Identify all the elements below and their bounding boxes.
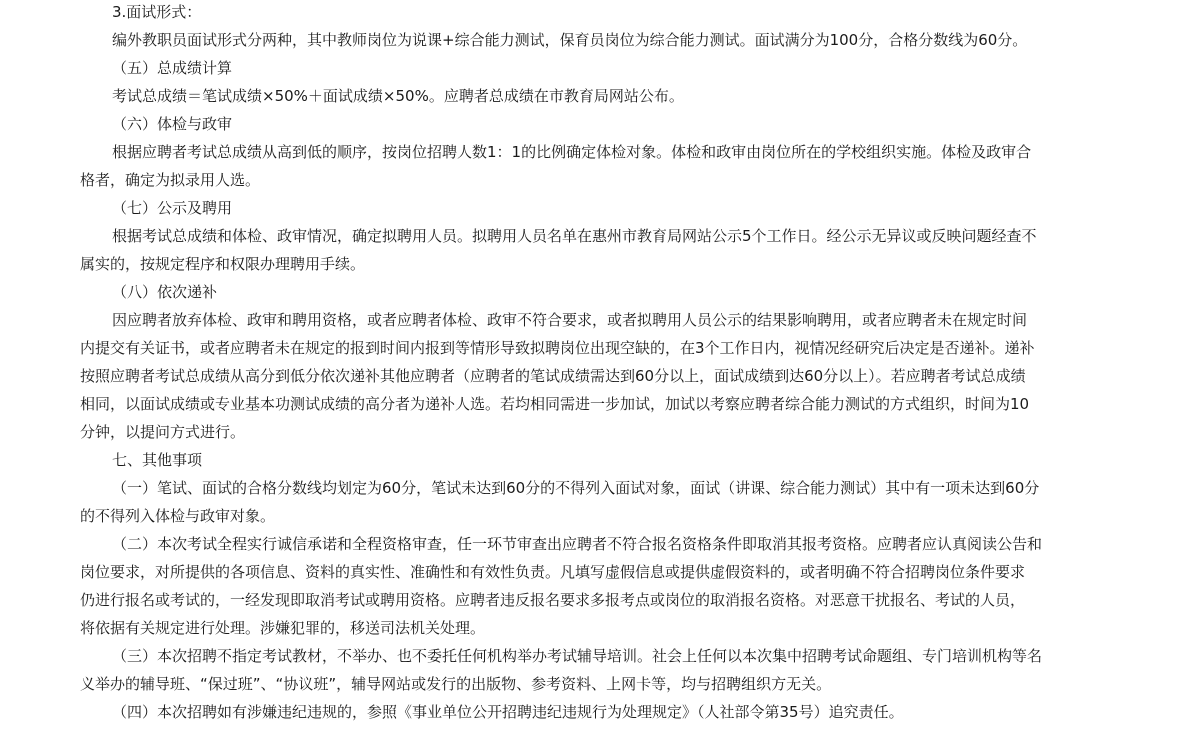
paragraph-text: 岗位要求，对所提供的各项信息、资料的真实性、准确性和有效性负责。凡填写虚假信息或提供虚假资料的，或者明确不符合招聘岗位条件要求 <box>80 563 1026 581</box>
paragraph-text: （三）本次招聘不指定考试教材，不举办、也不委托任何机构举办考试辅导培训。社会上任何以本次集中招聘考试命题组、专门培训机构等名 <box>112 647 1043 665</box>
paragraph-text: （二）本次考试全程实行诚信承诺和全程资格审查，任一环节审查出应聘者不符合报名资格条件即取消其报考资格。应聘者应认真阅读公告和 <box>112 535 1043 553</box>
paragraph-text: 属实的，按规定程序和权限办理聘用手续。 <box>80 255 366 273</box>
section-heading-publicity-hiring: （七）公示及聘用 <box>112 199 233 217</box>
paragraph-text: 义举办的辅导班、“保过班”、“协议班”，辅导网站或发行的出版物、参考资料、上网卡等，均与招聘组织方无关。 <box>80 675 832 693</box>
paragraph-text: （一）笔试、面试的合格分数线均划定为60分，笔试未达到60分的不得列入面试对象，面试（讲课、综合能力测试）其中有一项未达到60分 <box>112 479 1040 497</box>
paragraph-text: （四）本次招聘如有涉嫌违纪违规的，参照《事业单位公开招聘违纪违规行为处理规定》（人社部令第35号）追究责任。 <box>112 703 904 721</box>
paragraph-text: 分钟，以提问方式进行。 <box>80 423 246 441</box>
paragraph-text: 根据应聘者考试总成绩从高到低的顺序，按岗位招聘人数1：1的比例确定体检对象。体检和政审由岗位所在的学校组织实施。体检及政审合 <box>112 143 1032 161</box>
paragraph-text: 因应聘者放弃体检、政审和聘用资格，或者应聘者体检、政审不符合要求，或者拟聘用人员公示的结果影响聘用，或者应聘者未在规定时间 <box>112 311 1028 329</box>
paragraph-text: 的不得列入体检与政审对象。 <box>80 507 276 525</box>
section-heading-medical-political: （六）体检与政审 <box>112 115 233 133</box>
section-heading-other-matters: 七、其他事项 <box>112 451 203 469</box>
section-heading-total-score: （五）总成绩计算 <box>112 59 233 77</box>
paragraph-text: 根据考试总成绩和体检、政审情况，确定拟聘用人员。拟聘用人员名单在惠州市教育局网站公示5个工作日。经公示无异议或反映问题经查不 <box>112 227 1037 245</box>
paragraph-text: 编外教职员面试形式分两种，其中教师岗位为说课+综合能力测试，保育员岗位为综合能力测试。面试满分为100分，合格分数线为60分。 <box>112 31 1028 49</box>
paragraph-text: 考试总成绩＝笔试成绩×50%＋面试成绩×50%。应聘者总成绩在市教育局网站公布。 <box>112 87 684 105</box>
paragraph-text: 相同，以面试成绩或专业基本功测试成绩的高分者为递补人选。若均相同需进一步加试，加试以考察应聘者综合能力测试的方式组织，时间为10 <box>80 395 1030 413</box>
paragraph-text: 内提交有关证书，或者应聘者未在规定的报到时间内报到等情形导致拟聘岗位出现空缺的，在3个工作日内，视情况经研究后决定是否递补。递补 <box>80 339 1035 357</box>
paragraph-text: 格者，确定为拟录用人选。 <box>80 171 261 189</box>
heading-interview-format: 3.面试形式： <box>112 3 202 21</box>
paragraph-text: 仍进行报名或考试的，一经发现即取消考试或聘用资格。应聘者违反报名要求多报考点或岗位的取消报名资格。对恶意干扰报名、考试的人员， <box>80 591 1026 609</box>
paragraph-text: 按照应聘者考试总成绩从高分到低分依次递补其他应聘者（应聘者的笔试成绩需达到60分以上，面试成绩到达60分以上）。若应聘者考试总成绩 <box>80 367 1026 385</box>
paragraph-text: 将依据有关规定进行处理。涉嫌犯罪的，移送司法机关处理。 <box>80 619 486 637</box>
section-heading-replacement: （八）依次递补 <box>112 283 218 301</box>
